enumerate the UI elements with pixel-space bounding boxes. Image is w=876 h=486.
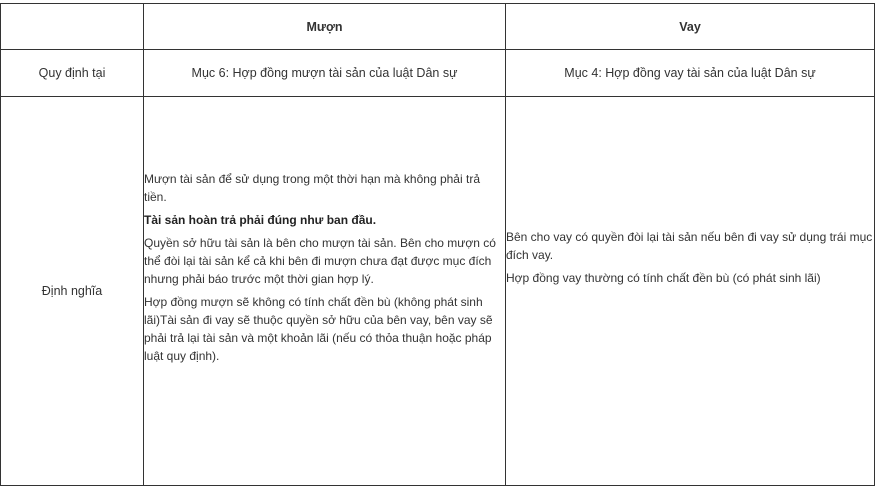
definition-muon-p4: Hợp đồng mượn sẽ không có tính chất đền bù (không phát sinh lãi)Tài sản đi vay sẽ thuộc quyền sở hữu của bên vay, bên vay sẽ phải trả lại tài sản và một khoản lãi (nếu có thỏa thuận hoặc pháp luật quy định). [144, 295, 493, 363]
row-label-definition: Định nghĩa [1, 97, 144, 486]
table-row-definition [1, 97, 875, 486]
header-empty-cell [1, 4, 144, 50]
table-header-row [1, 4, 875, 50]
header-muon: Mượn [144, 4, 506, 50]
definition-vay-p1: Bên cho vay có quyền đòi lại tài sản nếu bên đi vay sử dụng trái mục đích vay. [506, 230, 873, 262]
reference-muon: Mục 6: Hợp đồng mượn tài sản của luật Dân sự [144, 50, 506, 97]
table-row-reference [1, 50, 875, 97]
reference-vay: Mục 4: Hợp đồng vay tài sản của luật Dân sự [506, 50, 875, 97]
comparison-table [0, 3, 875, 486]
row-label-reference: Quy định tại [1, 50, 144, 97]
definition-muon-p1: Mượn tài sản để sử dụng trong một thời hạn mà không phải trả tiền. [144, 172, 480, 204]
header-vay: Vay [506, 4, 875, 50]
definition-muon [144, 97, 506, 486]
definition-muon-p2: Tài sản hoàn trả phải đúng như ban đầu. [144, 213, 377, 227]
definition-vay-p2: Hợp đồng vay thường có tính chất đền bù (có phát sinh lãi) [506, 271, 821, 285]
definition-muon-p3: Quyền sở hữu tài sản là bên cho mượn tài sản. Bên cho mượn có thể đòi lại tài sản kể cả khi bên đi mượn chưa đạt được mục đích nhưng phải báo trước một thời gian hợp lý. [144, 236, 496, 286]
definition-vay [506, 97, 875, 486]
